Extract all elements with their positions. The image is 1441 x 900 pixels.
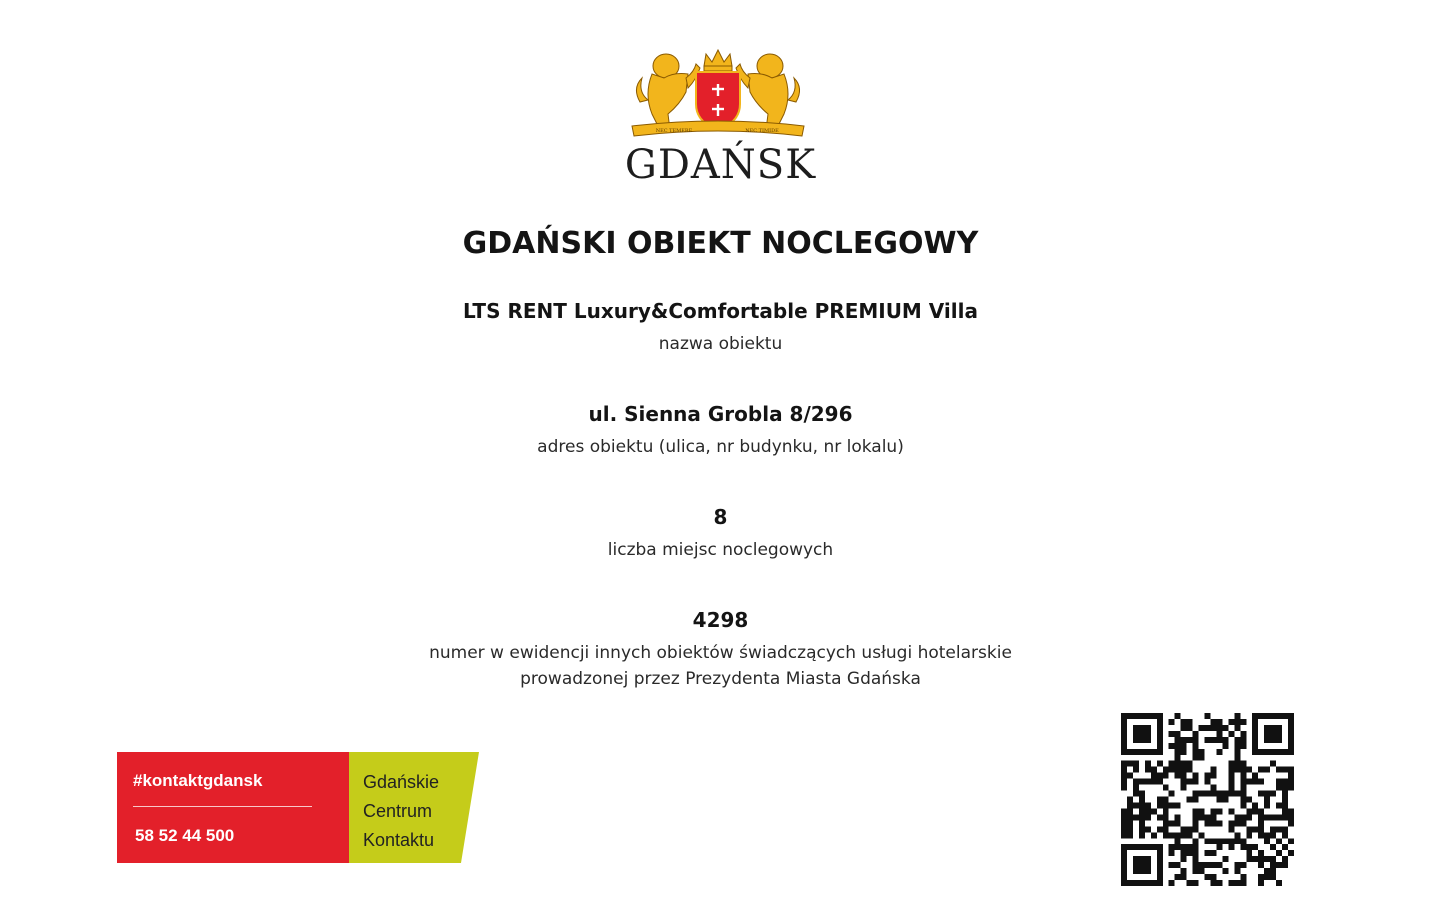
property-name-value: LTS RENT Luxury&Comfortable PREMIUM Villa [463, 299, 978, 323]
contact-center-name [363, 768, 439, 855]
contact-center-line2: Centrum [363, 801, 433, 821]
property-name-label: nazwa obiektu [658, 334, 783, 354]
page-title: GDAŃSKI OBIEKT NOCLEGOWY [462, 226, 979, 261]
contact-center-line1: Gdańskie [363, 772, 440, 792]
gdansk-coat-of-arms-icon [630, 44, 806, 140]
qr-code-icon [1121, 713, 1294, 886]
motto-left: NEC TEMERE [655, 128, 693, 134]
bed-count-label: liczba miejsc noclegowych [607, 540, 834, 560]
registry-label-line2: prowadzonej przez Prezydenta Miasta Gdańska [520, 669, 921, 689]
property-address-value: ul. Sienna Grobla 8/296 [588, 402, 853, 426]
contact-center-line3: Kontaktu [363, 830, 435, 850]
bed-count-value: 8 [713, 505, 728, 529]
property-address-label: adres obiektu (ulica, nr budynku, nr lokalu) [537, 437, 904, 457]
city-name: GDAŃSK [624, 142, 817, 188]
field-bed-count [0, 505, 1441, 563]
contact-phone: 58 52 44 500 [135, 826, 235, 845]
badge-red-panel [117, 752, 349, 863]
badge-red-notch [329, 752, 349, 863]
registry-label-line1: numer w ewidencji innych obiektów świadczących usługi hotelarskie [429, 643, 1012, 663]
registry-number-label [0, 640, 1441, 692]
contact-badge [117, 752, 479, 863]
motto-right: NEC TIMIDE [745, 128, 779, 134]
field-property-address [0, 402, 1441, 460]
field-property-name [0, 299, 1441, 357]
contact-hashtag: #kontaktgdansk [133, 771, 263, 790]
badge-divider [133, 806, 312, 807]
field-registry-number [0, 608, 1441, 692]
registry-number-value: 4298 [692, 608, 749, 632]
